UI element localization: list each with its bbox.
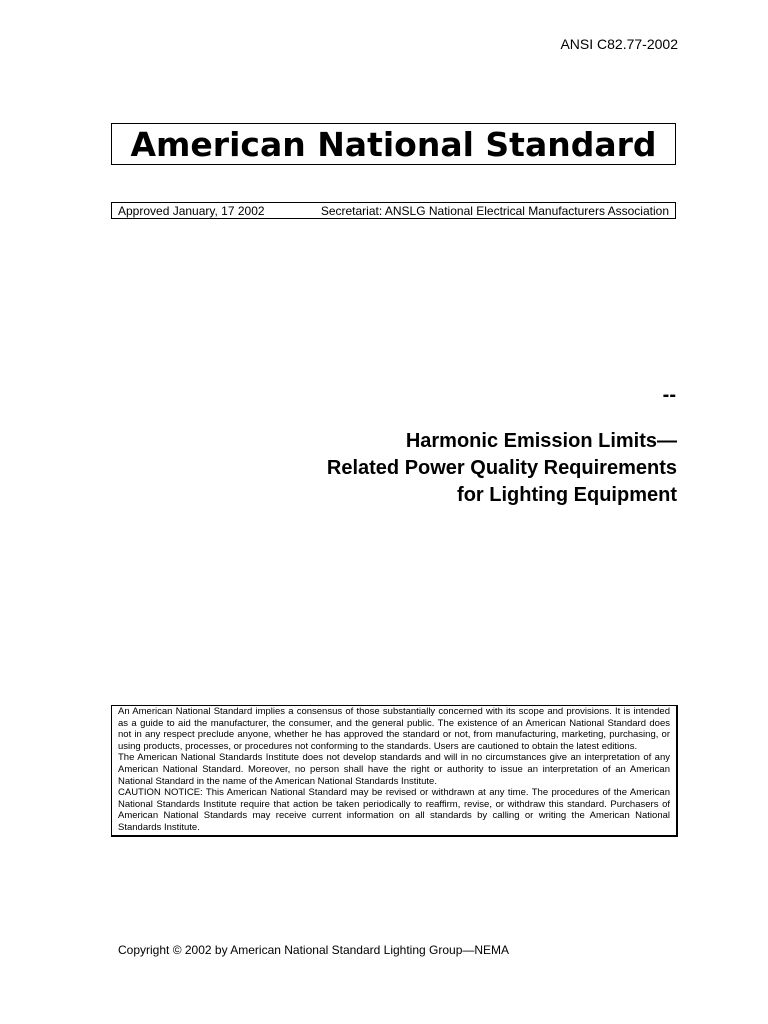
document-id: ANSI C82.77-2002 <box>560 36 678 52</box>
subject-line: Related Power Quality Requirements <box>326 457 677 479</box>
notice-paragraph: The American National Standards Institute does not develop standards and will in no circumstances give an interpretation of any American National Standard. Moreover, no person shall have the right or authority to issue an interpretation of an American National Standard in the name of the American National Standards Institute. <box>118 752 670 787</box>
title-box <box>111 123 676 165</box>
copyright-notice: Copyright © 2002 by American National Standard Lighting Group—NEMA <box>118 943 510 957</box>
secretariat: Secretariat: ANSLG National Electrical Manufacturers Association <box>320 203 669 218</box>
subject-line: for Lighting Equipment <box>457 484 677 506</box>
dash-mark: -- <box>662 384 676 406</box>
document-title: American National Standard <box>130 124 657 164</box>
caution-notice-paragraph: CAUTION NOTICE: This American National Standard may be revised or withdrawn at any time. The procedures of the American National Standards Institute require that action be taken periodically to reaffirm, revise, or withdraw this standard. Purchasers of American National Standards may receive current information on all standards by calling or writing the American National Standards Institute. <box>118 787 670 833</box>
notice-paragraph: An American National Standard implies a consensus of those substantially concerned with its scope and provisions. It is intended as a guide to aid the manufacturer, the consumer, and the general public. The existence of an American National Standard does not in any respect preclude anyone, whether he has approved the standard or not, from manufacturing, marketing, purchasing, or using products, processes, or procedures not conforming to the standards. Users are cautioned to obtain the latest editions. <box>118 706 670 752</box>
subject-line: Harmonic Emission Limits— <box>405 430 677 452</box>
standard-subject <box>327 428 677 509</box>
notice-box <box>111 705 678 837</box>
approval-date: Approved January, 17 2002 <box>118 203 265 218</box>
approval-bar <box>111 202 676 219</box>
